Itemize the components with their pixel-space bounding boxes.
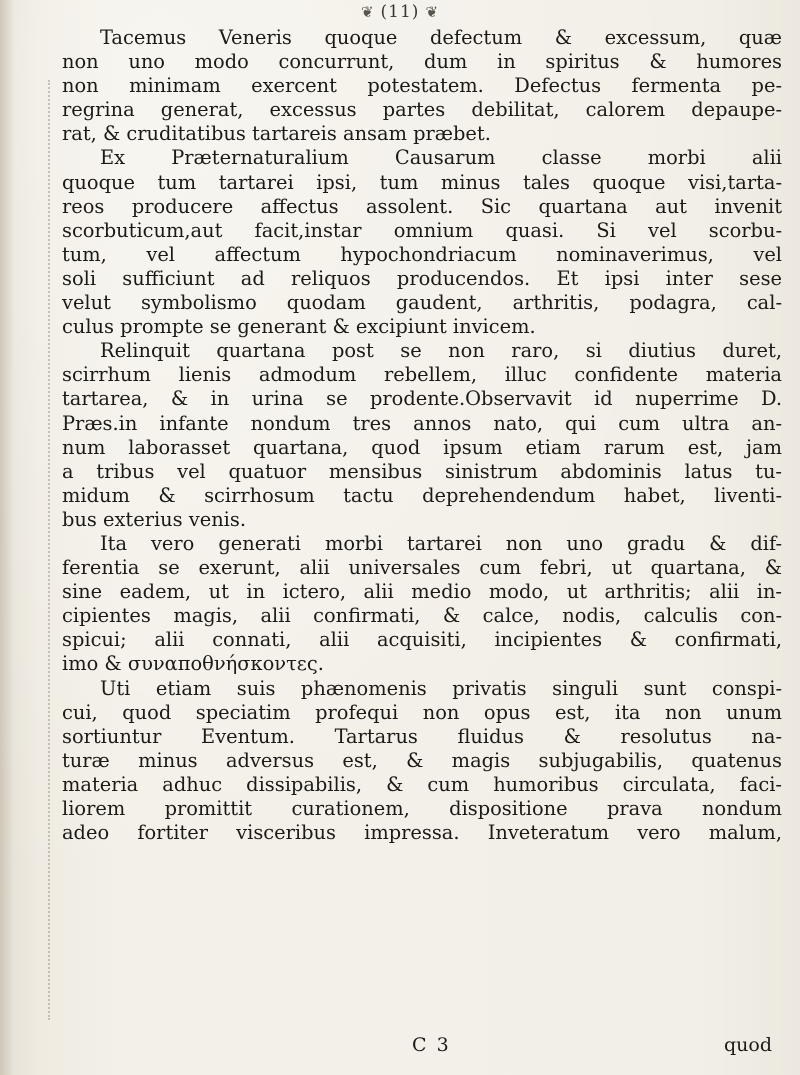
text-line: imo & συναποθνήσκοντες. [62,652,324,676]
text-line: non minimam exercent potestatem. Defectus fermenta pe- [62,74,782,98]
right-ornament-icon: ❦ [425,3,440,21]
text-line: scorbuticum,aut facit,instar omnium quasi. Si vel scorbu- [62,218,782,242]
text-line: tartarea, & in urina se prodente.Observavit id nuperrime D. [62,387,782,411]
text-line: sortiuntur Eventum. Tartarus fluidus & resolutus na- [62,724,782,748]
text-line: rat, & cruditatibus tartareis ansam præbet. [62,122,491,146]
text-line: Ex Præternaturalium Causarum classe morbi alii [100,146,782,170]
text-line: spicui; alii connati, alii acquisiti, incipientes & confirmati, [62,628,782,652]
text-line: tum, vel affectum hypochondriacum nominaverimus, vel [62,242,782,266]
text-line: a tribus vel quatuor mensibus sinistrum abdominis latus tu- [62,459,782,483]
text-line: cui, quod speciatim profequi non opus est, ita non unum [62,700,782,724]
text-line: culus prompte se generant & excipiunt invicem. [62,315,536,339]
text-line: num laborasset quartana, quod ipsum etiam rarum est, jam [62,435,782,459]
text-line: adeo fortiter visceribus impressa. Inveteratum vero malum, [62,821,782,845]
text-line: cipientes magis, alii confirmati, & calce, nodis, calculis con- [62,604,782,628]
text-line: Tacemus Veneris quoque defectum & excessum, quæ [100,26,782,49]
text-line: liorem promittit curationem, dispositione prava nondum [62,797,782,820]
page-gutter-shadow [0,0,14,1075]
text-line: ferentia se exerunt, alii universales cum febri, ut quartana, & [62,556,782,580]
text-line: sine eadem, ut in ictero, alii medio modo, ut arthritis; alii in- [62,580,782,604]
text-line: Relinquit quartana post se non raro, si diutius duret, [100,339,782,363]
running-head [0,2,800,22]
page-footer [62,1034,782,1058]
text-line: quoque tum tartarei ipsi, tum minus tales quoque visi,tarta- [62,170,782,194]
text-line: velut symbolismo quodam gaudent, arthritis, podagra, cal- [62,291,782,315]
text-line: bus exterius venis. [62,507,247,531]
margin-marks [48,80,54,1020]
signature-mark: C 3 [412,1034,451,1056]
text-line: soli sufficiunt ad reliquos producendos. Et ipsi inter sese [62,266,782,290]
body-text [62,26,782,845]
text-line: midum & scirrhosum tactu deprehendendum habet, liventi- [62,483,782,507]
text-line: non uno modo concurrunt, dum in spiritus & humores [62,50,782,74]
text-line: regrina generat, excessus partes debilitat, calorem depaupe- [62,98,782,122]
page-number: (11) [380,2,420,22]
catchword: quod [723,1034,772,1056]
text-line: scirrhum lienis admodum rebellem, illuc confidente materia [62,363,782,387]
text-line: Uti etiam suis phænomenis privatis singuli sunt conspi- [100,676,782,700]
text-line: Ita vero generati morbi tartarei non uno gradu & dif- [100,531,782,555]
text-line: reos producere affectus assolent. Sic quartana aut invenit [62,194,782,218]
text-line: turæ minus adversus est, & magis subjugabilis, quatenus [62,748,782,772]
text-line: materia adhuc dissipabilis, & cum humoribus circulata, faci- [62,772,782,796]
left-ornament-icon: ❦ [360,3,375,21]
text-line: Præs.in infante nondum tres annos nato, qui cum ultra an- [62,411,782,435]
